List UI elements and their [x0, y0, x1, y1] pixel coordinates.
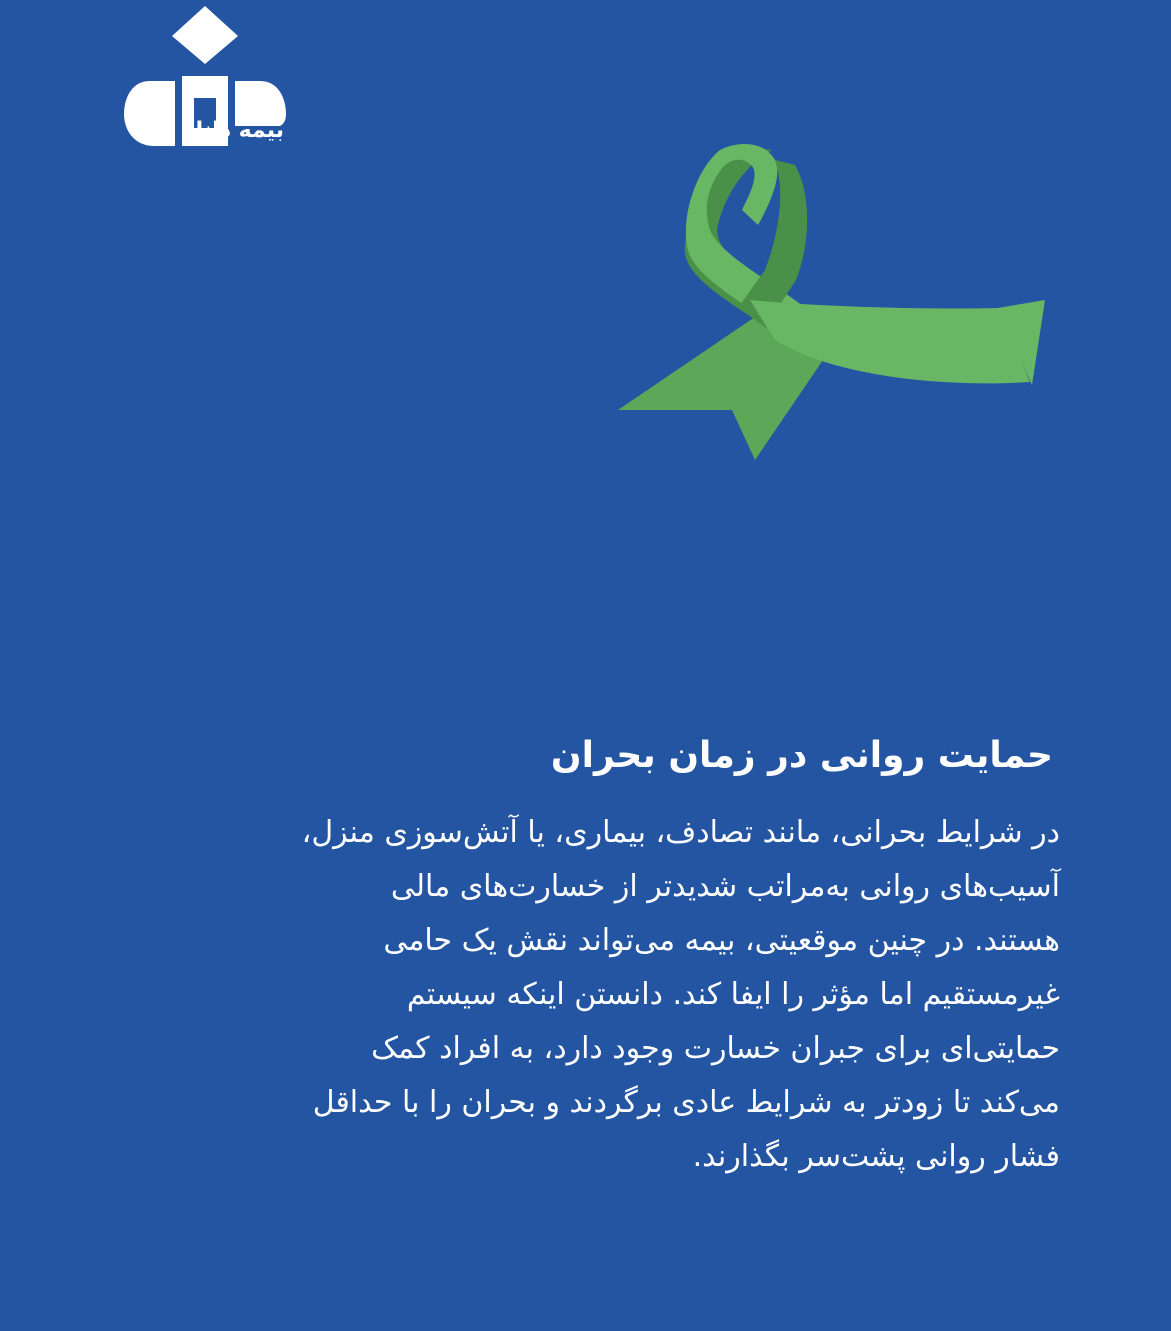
article-body	[130, 806, 1060, 1184]
body-line: می‌کند تا زودتر به شرایط عادی برگردند و بحران را با حداقل	[312, 1085, 1060, 1120]
body-line: غیرمستقیم اما مؤثر را ایفا کند. دانستن اینکه سیستم	[406, 977, 1060, 1012]
body-line: فشار روانی پشت‌سر بگذارند.	[692, 1139, 1060, 1174]
body-line: آسیب‌های روانی به‌مراتب شدیدتر از خسارت‌های مالی	[390, 869, 1060, 904]
brand-name: بیمه دانا	[195, 118, 284, 143]
green-awareness-ribbon-icon	[600, 130, 1050, 480]
body-line: در شرایط بحرانی، مانند تصادف، بیماری، یا آتش‌سوزی منزل،	[301, 815, 1060, 850]
body-line: حمایتی‌ای برای جبران خسارت وجود دارد، به افراد کمک	[371, 1031, 1060, 1066]
article-title: حمایت روانی در زمان بحران	[550, 735, 1053, 776]
body-line: هستند. در چنین موقعیتی، بیمه می‌تواند نقش یک حامی	[383, 923, 1060, 958]
